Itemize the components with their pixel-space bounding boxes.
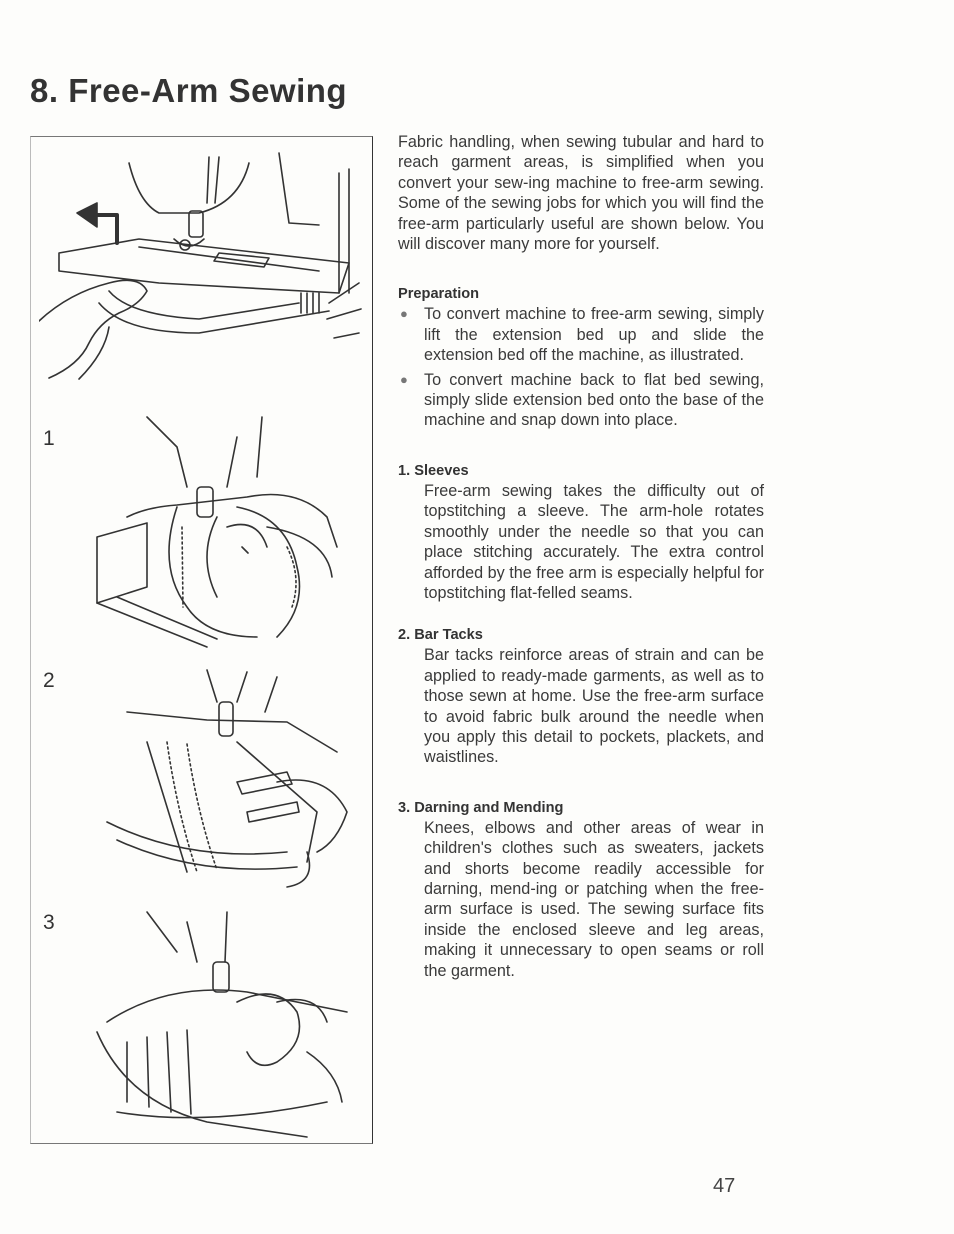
preparation-list [398, 304, 764, 430]
darning-heading: 3. Darning and Mending [398, 799, 564, 816]
extension-bed-illustration [39, 143, 365, 388]
intro-paragraph: Fabric handling, when sewing tubular and hard to reach garment areas, is simplified when you convert your sew-ing machine to free-arm sewing. Some of the sewing jobs for which you will find the free-arm particularly useful are shown below. You will discover many more for yourself. [398, 133, 764, 254]
darning-paragraph: Knees, elbows and other areas of wear in children's clothes such as sweaters, jackets and shorts become readily accessible for darning, mend-ing or patching when the free-arm surface is used. The sewing surface fits inside the enclosed sleeve and leg areas, making it unnecessary to open seams or roll the garment. [424, 818, 764, 980]
bullet-icon: ● [400, 306, 408, 322]
page-title: 8. Free-Arm Sewing [30, 72, 348, 109]
list-item: ● To convert machine back to flat bed sewing, simply slide extension bed onto the base of the machine and snap down into place. [400, 370, 764, 430]
darning-illustration [87, 902, 357, 1140]
text-column [398, 132, 764, 981]
sleeves-heading: 1. Sleeves [398, 462, 469, 479]
figure-number: 2 [43, 669, 55, 692]
bar-tack-illustration [87, 662, 352, 892]
preparation-heading: Preparation [398, 286, 480, 303]
bar-tacks-paragraph: Bar tacks reinforce areas of strain and can be applied to ready-made garments, as well as to those sewn at home. Use the free-arm surface to avoid fabric bulk around the needle when you apply this detail to pockets, plackets, and waistlines. [424, 646, 764, 767]
bullet-icon: ● [400, 371, 408, 387]
list-item: ● To convert machine to free-arm sewing, simply lift the extension bed up and slide the extension bed off the machine, as illustrated. [400, 305, 764, 365]
figure-number: 3 [43, 911, 55, 934]
bar-tacks-heading: 2. Bar Tacks [398, 627, 483, 644]
figure-number: 1 [43, 427, 55, 450]
illustration-panel [30, 136, 373, 1144]
page-number: 47 [713, 1175, 736, 1197]
sleeves-paragraph: Free-arm sewing takes the difficulty out of topstitching a sleeve. The arm-hole rotates smoothly under the needle so that you can place stitching accurately. The extra control afforded by the free arm is especially helpful for topstitching flat-felled seams. [424, 481, 764, 602]
sleeve-sewing-illustration [87, 407, 352, 652]
